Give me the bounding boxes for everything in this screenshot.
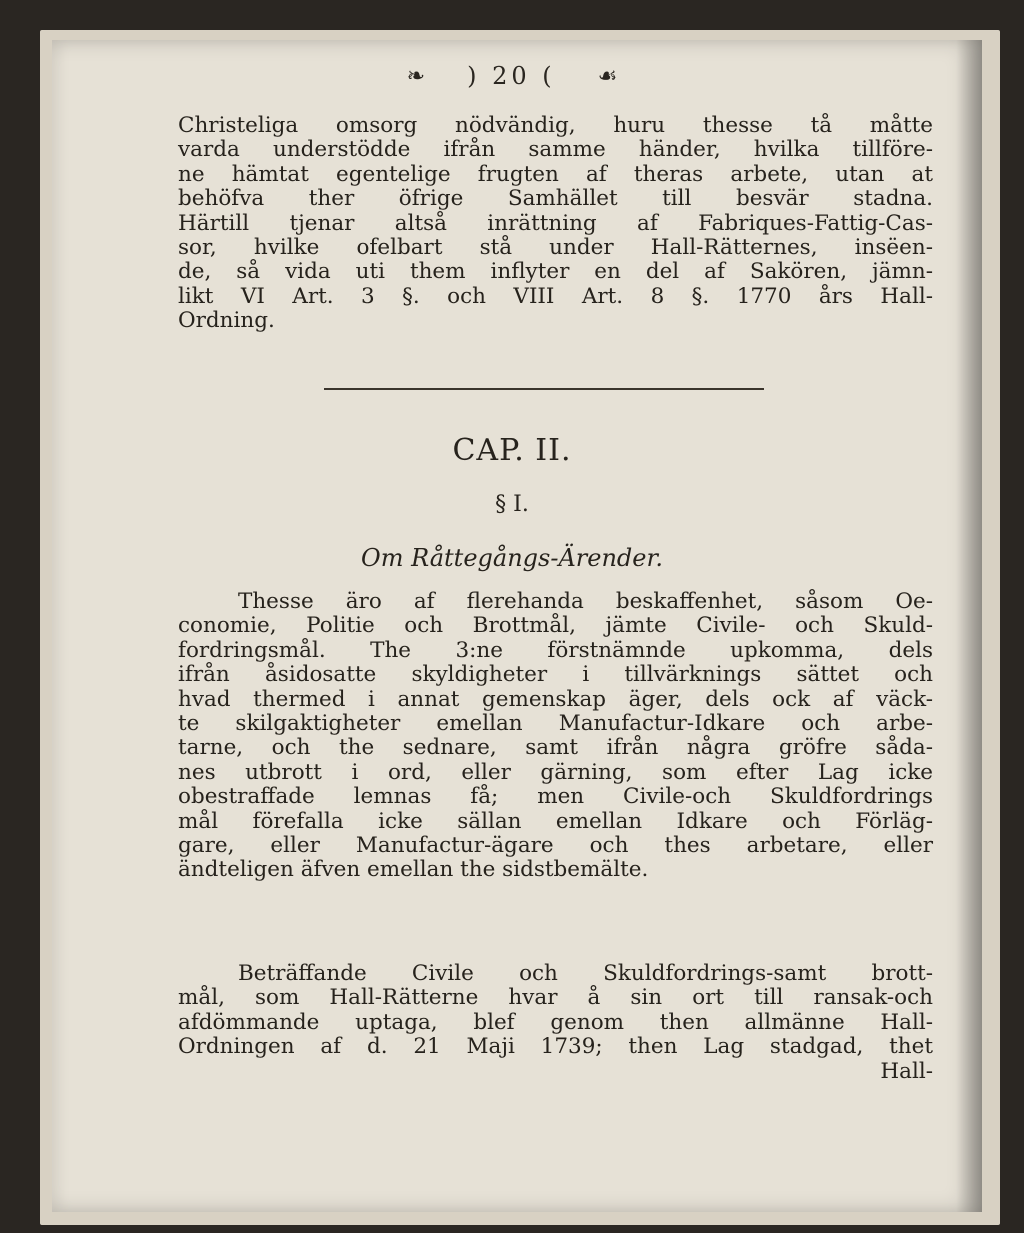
text-line: varda understödde ifrån samme händer, hvilka tillföre- (178, 137, 933, 163)
text-line: Ordning. (178, 308, 275, 334)
text-line: mål förefalla icke sällan emellan Idkare och Förläg- (178, 808, 933, 834)
text-line: mål, som Hall-Rätterne hvar å sin ort till ransak-och (178, 985, 933, 1011)
text-line: nes utbrott i ord, eller gärning, som efter Lag icke (178, 759, 933, 785)
text-line: obestraffade lemnas få; men Civile-och Skuldfordrings (178, 784, 933, 810)
section-number: § I. (495, 492, 529, 517)
text-line: fordringsmål. The 3:ne förstnämnde upkomma, dels (178, 637, 933, 663)
text-line: hvad thermed i annat gemenskap äger, dels ock af väck- (178, 686, 933, 712)
text-line: Thesse äro af flerehanda beskaffenhet, såsom Oe- (238, 589, 933, 614)
page-gutter-shadow (956, 40, 982, 1212)
section-title: Om Råttegångs-Ärender. (361, 544, 663, 572)
text-line: afdömmande uptaga, blef genom then allmänne Hall- (178, 1009, 933, 1035)
section-divider (324, 388, 764, 390)
ornament-left-icon: ❧ (406, 63, 426, 89)
text-line: Härtill tjenar altså inrättning af Fabriques-Fattig-Cas- (178, 210, 933, 236)
paragraph-2 (178, 590, 938, 883)
ornament-right-icon: ☙ (597, 63, 618, 89)
text-line: likt VI Art. 3 §. och VIII Art. 8 §. 1770 års Hall- (178, 283, 933, 309)
catchword: Hall- (880, 1058, 933, 1084)
page-number: ) 20 ( (467, 62, 556, 90)
text-line: de, så vida uti them inflyter en del af Sakören, jämn- (178, 259, 933, 285)
text-line: gare, eller Manufactur-ägare och thes arbetare, eller (178, 833, 933, 859)
text-line: sor, hvilke ofelbart stå under Hall-Rätternes, insëen- (178, 235, 933, 261)
paragraph-3 (178, 962, 938, 1084)
text-line: ifrån åsidosatte skyldigheter i tillvärknings sättet och (178, 662, 933, 688)
text-line: ändteligen äfven emellan the sidstbemälte. (178, 857, 649, 883)
text-line: behöfva ther öfrige Samhället till besvär stadna. (178, 186, 933, 212)
text-line: Christeliga omsorg nödvändig, huru thesse tå måtte (178, 113, 933, 138)
text-line: ne hämtat egentelige frugten af theras arbete, utan at (178, 161, 933, 187)
text-line: te skilgaktigheter emellan Manufactur-Idkare och arbe- (178, 711, 933, 737)
text-line: conomie, Politie och Brottmål, jämte Civile- och Skuld- (178, 613, 933, 639)
chapter-heading: CAP. II. (452, 433, 572, 468)
text-line: Beträffande Civile och Skuldfordrings-samt brott- (238, 961, 933, 986)
page-header (0, 62, 1024, 90)
text-line: tarne, och the sednare, samt ifrån några gröfre såda- (178, 735, 933, 761)
paragraph-1 (178, 114, 938, 334)
text-line: Ordningen af d. 21 Maji 1739; then Lag stadgad, thet (178, 1034, 933, 1060)
